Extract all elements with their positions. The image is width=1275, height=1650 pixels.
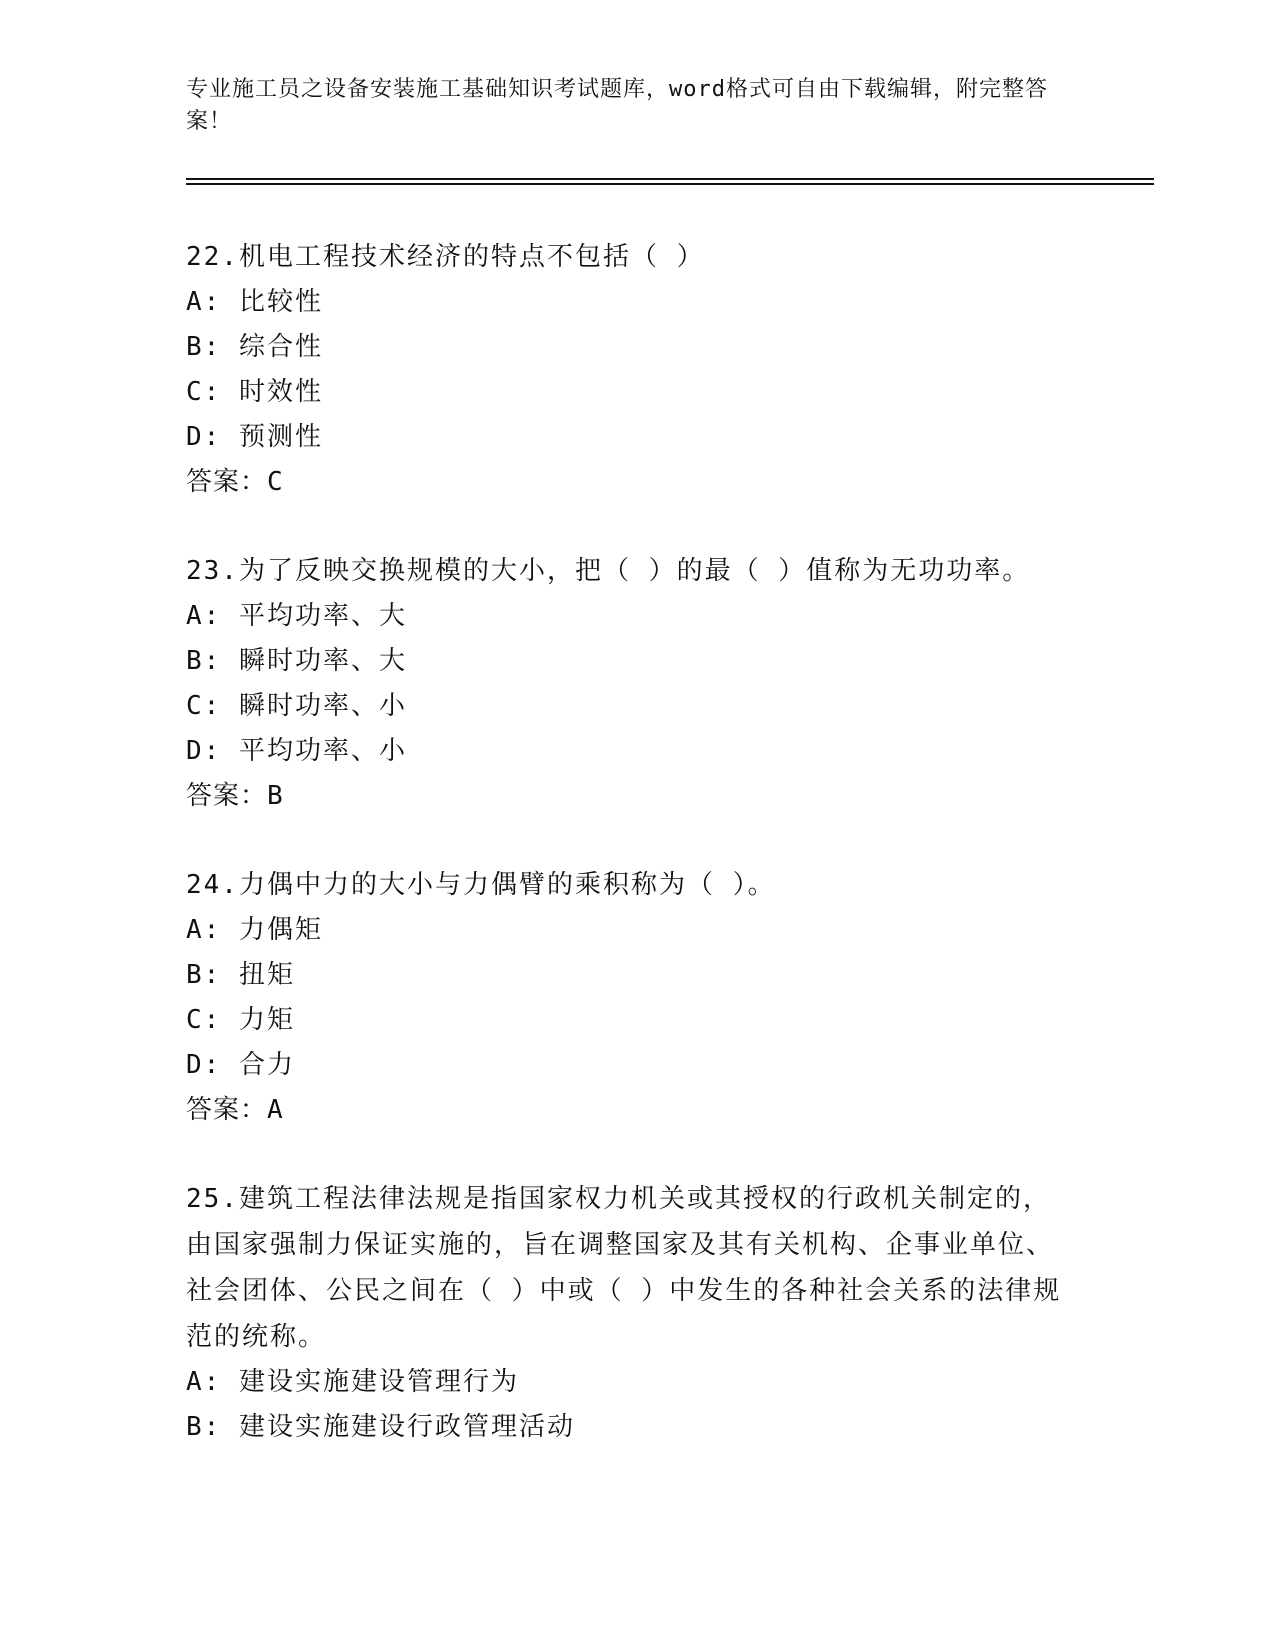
- question-23: [186, 548, 1066, 819]
- header-divider-bottom: [186, 183, 1154, 185]
- option-a: A: 力偶矩: [186, 915, 323, 945]
- option-c: C: 时效性: [186, 377, 323, 407]
- document-header: 专业施工员之设备安装施工基础知识考试题库，word格式可自由下载编辑，附完整答案！: [186, 77, 1048, 134]
- option-b: B: 综合性: [186, 332, 323, 362]
- question-25: [186, 1176, 1066, 1450]
- option-a: A: 平均功率、大: [186, 601, 407, 631]
- question-24: [186, 862, 1066, 1133]
- question-stem: 22.机电工程技术经济的特点不包括（ ）: [186, 242, 705, 272]
- answer-line: 答案：B: [186, 781, 284, 811]
- option-d: D: 平均功率、小: [186, 736, 407, 766]
- option-b: B: 扭矩: [186, 960, 295, 990]
- option-b: B: 瞬时功率、大: [186, 646, 407, 676]
- option-a: A: 比较性: [186, 287, 323, 317]
- option-c: C: 力矩: [186, 1005, 295, 1035]
- question-stem: 24.力偶中力的大小与力偶臂的乘积称为（ ）。: [186, 870, 776, 900]
- question-stem: 25.建筑工程法律法规是指国家权力机关或其授权的行政机关制定的，由国家强制力保证实施的，旨在调整国家及其有关机构、企事业单位、社会团体、公民之间在（ ）中或（ ）中发生的各种社会关系的法律规范的统称。: [186, 1184, 1062, 1352]
- option-c: C: 瞬时功率、小: [186, 691, 407, 721]
- option-d: D: 合力: [186, 1050, 295, 1080]
- answer-line: 答案：C: [186, 467, 284, 497]
- option-a: A: 建设实施建设管理行为: [186, 1367, 519, 1397]
- question-stem: 23.为了反映交换规模的大小，把（ ）的最（ ）值称为无功功率。: [186, 556, 1031, 586]
- header-divider-top: [186, 178, 1154, 180]
- option-d: D: 预测性: [186, 422, 323, 452]
- question-22: [186, 234, 1066, 505]
- answer-line: 答案：A: [186, 1095, 284, 1125]
- question-list: [186, 234, 1066, 1493]
- option-b: B: 建设实施建设行政管理活动: [186, 1412, 575, 1442]
